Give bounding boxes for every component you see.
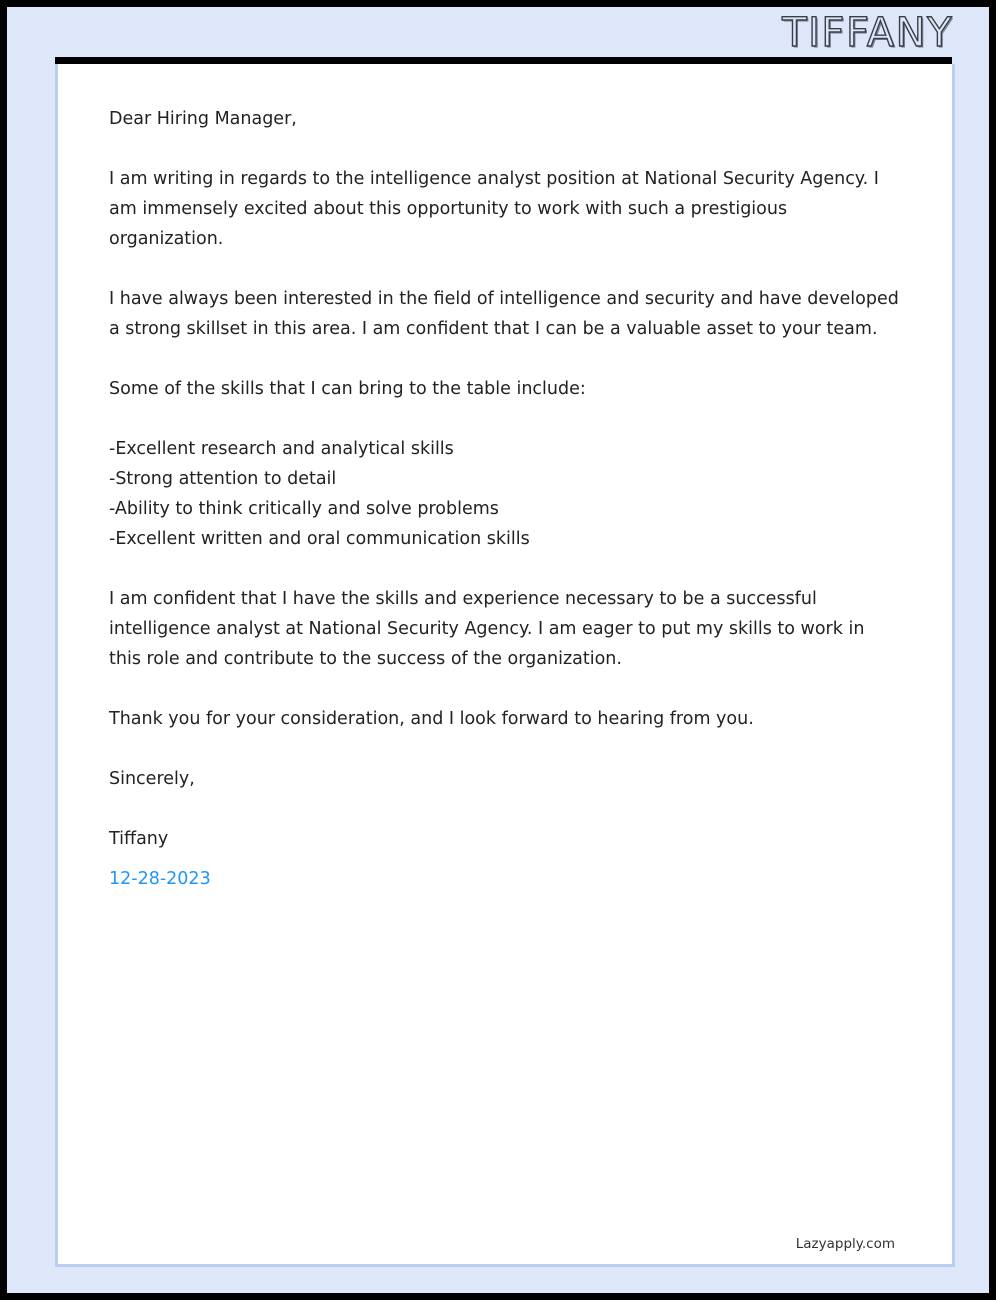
thanks-paragraph: Thank you for your consideration, and I look forward to hearing from you.: [109, 709, 754, 729]
closing-paragraph: I am confident that I have the skills and experience necessary to be a successful intelligence analyst at National Security Agency. I am eager to put my skills to work in this role and contribute to the success of the organization.: [109, 589, 865, 669]
letter-body: [109, 104, 912, 894]
footer-brand: Lazyapply.com: [795, 1236, 895, 1252]
list-item: -Excellent research and analytical skills: [109, 439, 454, 459]
list-item: -Excellent written and oral communication skills: [109, 529, 530, 549]
signature-name: Tiffany: [109, 829, 169, 849]
letterhead-divider-rule: [55, 57, 952, 64]
letterhead-band: [14, 10, 996, 57]
applicant-name-heading: TIFFANY: [782, 10, 953, 56]
background-paragraph: I have always been interested in the field of intelligence and security and have developed a strong skillset in this area. I am confident that I can be a valuable asset to your team.: [109, 289, 899, 339]
letter-page: [55, 64, 955, 1267]
signoff-salutation: Sincerely,: [109, 769, 195, 789]
letter-date: 12-28-2023: [109, 869, 211, 889]
skills-intro: Some of the skills that I can bring to the table include:: [109, 379, 586, 399]
list-item: -Ability to think critically and solve problems: [109, 499, 499, 519]
intro-paragraph: I am writing in regards to the intelligence analyst position at National Security Agency. I am immensely excited about this opportunity to work with such a prestigious organization.: [109, 169, 879, 249]
signoff-block: [109, 764, 912, 894]
skills-list: [109, 434, 912, 554]
salutation: Dear Hiring Manager,: [109, 109, 297, 129]
list-item: -Strong attention to detail: [109, 469, 337, 489]
